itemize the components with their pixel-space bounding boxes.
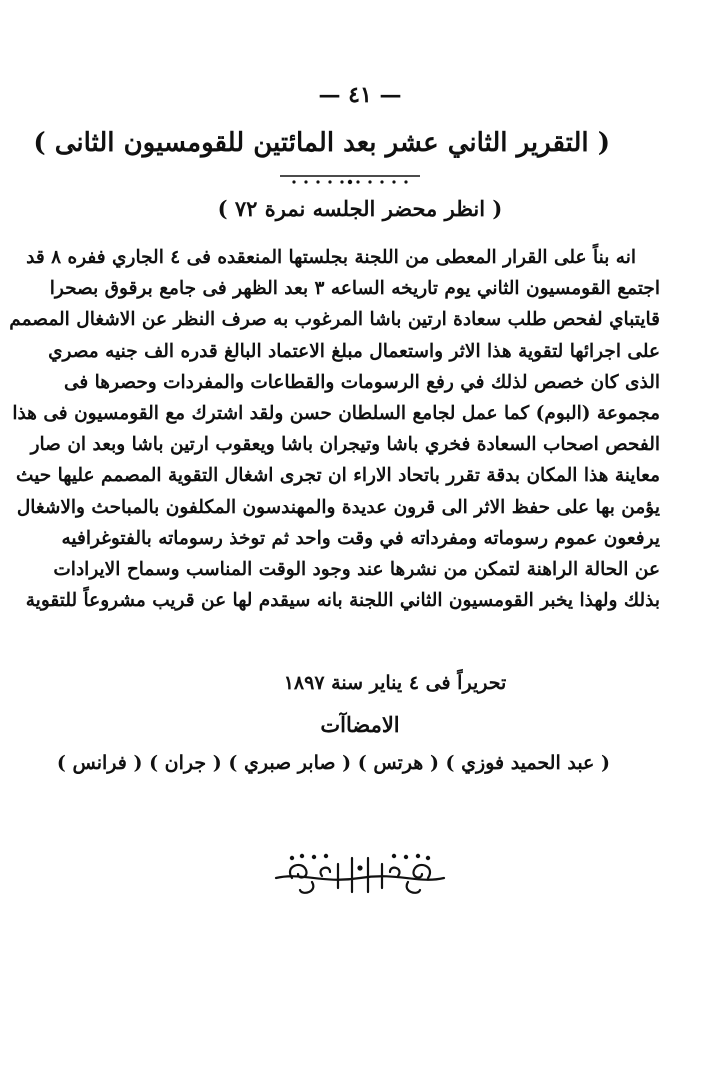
body-line: بذلك ولهذا يخبر القومسيون الثاني اللجنة بانه سيقدم لها عن قريب مشروعاً للتقوية xyxy=(25,590,660,612)
body-line: انه بناً على القرار المعطى من اللجنة بجلستها المنعقده فى ٤ الجاري ففره ٨ قد xyxy=(26,247,636,268)
body-line: اجتمع القومسيون الثاني يوم تاريخه الساعه ٣ بعد الظهر فى جامع برقوق بصحرا xyxy=(49,278,660,300)
report-body xyxy=(9,242,660,616)
body-line: يرفعون عموم رسوماته ومفرداته في وقت واحد ثم توخذ رسوماته بالفتوغرافيه xyxy=(61,527,660,549)
end-ornament-icon xyxy=(272,848,448,900)
report-title: ( التقرير الثاني عشر بعد المائتين للقومسيون الثانى ) xyxy=(33,128,610,158)
body-line: الفحص اصحاب السعادة فخري باشا وتيجران باشا ويعقوب ارتين باشا وبعد ان صار xyxy=(30,434,660,456)
body-line: على اجرائها لتقوية هذا الاثر واستعمال مبلغ الاعتماد البالغ قدره الف جنيه مصري xyxy=(48,340,660,362)
body-line: مجموعة (البوم) كما عمل لجامع السلطان حسن ولقد اشترك مع القومسيون فى هذا xyxy=(12,403,660,425)
signatures-heading: الامضاآت xyxy=(320,712,400,737)
page-number: — ٤١ — xyxy=(318,82,402,108)
date-line: تحريراً فى ٤ يناير سنة ١٨٩٧ xyxy=(283,672,507,694)
title-divider-ornament xyxy=(280,172,420,186)
session-reference: ( انظر محضر الجلسه نمرة ٧٢ ) xyxy=(217,196,503,221)
body-line: قايتباي لفحص طلب سعادة ارتين باشا المرغوب به صرف النظر عن الاشغال المصمم xyxy=(9,309,660,331)
body-line: الذى كان خصص لذلك في رفع الرسومات والقطاعات والمفردات وحصرها فى xyxy=(63,371,660,393)
body-line: معاينة هذا المكان بدقة تقرر باتحاد الاراء ان تجرى اشغال التقوية المصمم عليها حيث xyxy=(16,465,660,487)
body-line: عن الحالة الراهنة لتمكن من نشرها عند وجود الوقت المناسب وسماح الايرادات xyxy=(53,559,660,581)
body-line: يؤمن بها على حفظ الاثر الى قرون عديدة والمهندسون المكلفون بالمباحث والاشغال xyxy=(16,496,660,518)
signatures-list: ( عبد الحميد فوزي ) ( هرتس ) ( صابر صبري ) ( جران ) ( فرانس ) xyxy=(56,752,610,774)
